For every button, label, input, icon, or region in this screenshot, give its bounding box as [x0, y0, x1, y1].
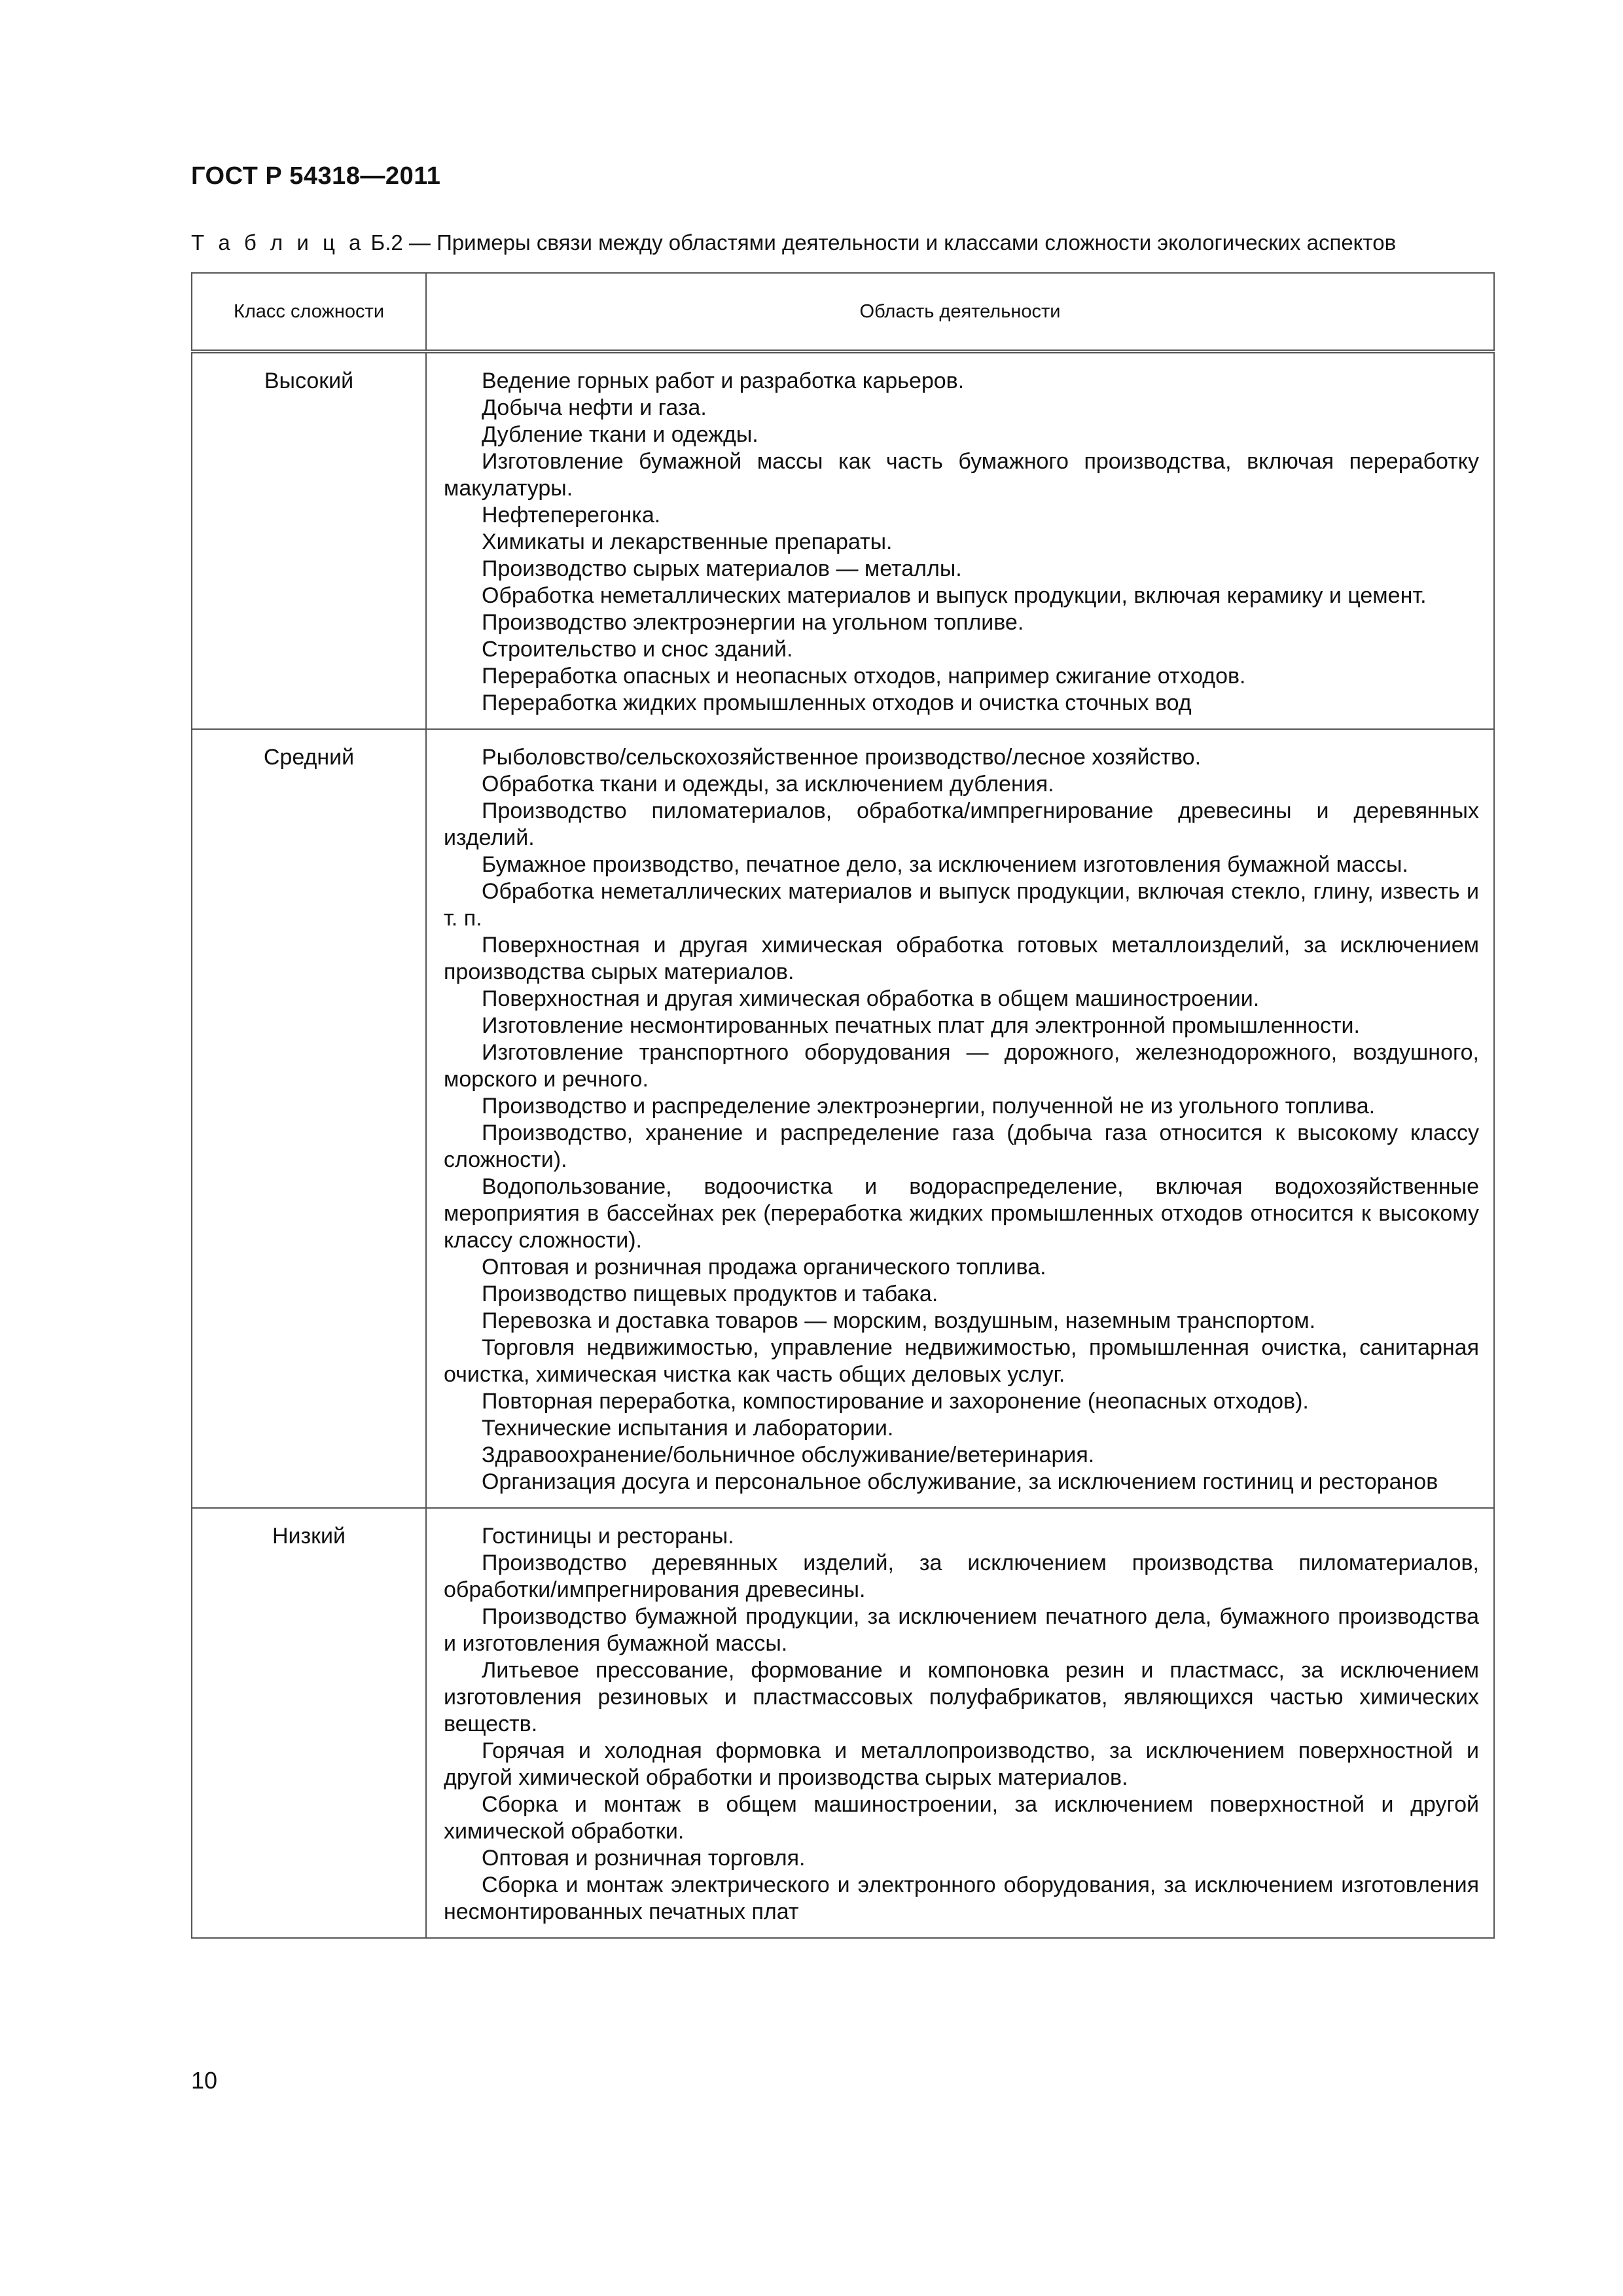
complexity-class-cell: Высокий — [192, 351, 426, 729]
activity-item: Обработка ткани и одежды, за исключением дубления. — [482, 772, 1054, 797]
column-header-class: Класс сложности — [192, 273, 426, 351]
activity-item: Изготовление несмонтированных печатных плат для электронной промышленности. — [482, 1013, 1360, 1038]
table-caption-number: Б.2 — [370, 230, 403, 255]
table-caption-label: Т а б л и ц а — [191, 230, 365, 255]
activity-item: Переработка жидких промышленных отходов и очистка сточных вод — [482, 691, 1192, 715]
table-row — [192, 1508, 1494, 1938]
table-row — [192, 729, 1494, 1508]
activity-item: Сборка и монтаж электрического и электронного оборудования, за исключением изготовления несмонтированных печатных плат — [444, 1873, 1479, 1924]
activity-list-cell — [426, 351, 1494, 729]
activity-item: Изготовление бумажной массы как часть бумажного производства, включая переработку макулатуры. — [444, 449, 1479, 501]
activity-item: Строительство и снос зданий. — [482, 637, 793, 662]
complexity-class-cell: Низкий — [192, 1508, 426, 1938]
activity-complexity-table — [191, 272, 1495, 1939]
activity-item: Производство бумажной продукции, за исключением печатного дела, бумажного производства и изготовления бумажной массы. — [444, 1604, 1479, 1656]
activity-item: Переработка опасных и неопасных отходов, например сжигание отходов. — [482, 664, 1246, 689]
activity-item: Производство деревянных изделий, за исключением производства пиломатериалов, обработки/импрегнирования древесины. — [444, 1551, 1479, 1602]
activity-list-cell — [426, 729, 1494, 1508]
activity-item: Торговля недвижимостью, управление недвижимостью, промышленная очистка, санитарная очистка, химическая чистка как часть общих деловых услуг. — [444, 1335, 1479, 1387]
activity-item: Оптовая и розничная продажа органического топлива. — [482, 1255, 1046, 1280]
activity-item: Горячая и холодная формовка и металлопроизводство, за исключением поверхностной и другой химической обработки и производства сырых материалов. — [444, 1738, 1479, 1790]
activity-item: Оптовая и розничная торговля. — [482, 1846, 806, 1871]
activity-item: Организация досуга и персональное обслуживание, за исключением гостиниц и ресторанов — [482, 1469, 1438, 1494]
activity-item: Здравоохранение/больничное обслуживание/ветеринария. — [482, 1443, 1095, 1467]
activity-item: Производство пищевых продуктов и табака. — [482, 1282, 938, 1306]
activity-item: Производство пиломатериалов, обработка/импрегнирование древесины и деревянных изделий. — [444, 798, 1479, 850]
activity-list-cell — [426, 1508, 1494, 1938]
activity-item: Гостиницы и рестораны. — [482, 1524, 734, 1549]
activity-item: Повторная переработка, компостирование и захоронение (неопасных отходов). — [482, 1389, 1309, 1414]
activity-item: Нефтеперегонка. — [482, 503, 661, 528]
activity-item: Производство и распределение электроэнергии, полученной не из угольного топлива. — [482, 1094, 1376, 1119]
activity-item: Сборка и монтаж в общем машиностроении, за исключением поверхностной и другой химической обработки. — [444, 1792, 1479, 1844]
activity-item: Производство электроэнергии на угольном топливе. — [482, 610, 1024, 635]
activity-item: Производство сырых материалов — металлы. — [482, 556, 962, 581]
activity-item: Рыболовство/сельскохозяйственное производство/лесное хозяйство. — [482, 745, 1202, 770]
activity-item: Водопользование, водоочистка и водораспределение, включая водохозяйственные мероприятия в бассейнах рек (переработка жидких промышленных отходов относится к высокому классу сложности). — [444, 1174, 1479, 1253]
activity-item: Литьевое прессование, формование и компоновка резин и пластмасс, за исключением изготовления резиновых и пластмассовых полуфабрикатов, являющихся частью химических веществ. — [444, 1658, 1479, 1736]
activity-item: Ведение горных работ и разработка карьеров. — [482, 368, 965, 393]
activity-item: Добыча нефти и газа. — [482, 395, 707, 420]
table-row — [192, 351, 1494, 729]
complexity-class-cell: Средний — [192, 729, 426, 1508]
table-header-row — [192, 273, 1494, 351]
activity-item: Производство, хранение и распределение газа (добыча газа относится к высокому классу сложности). — [444, 1121, 1479, 1172]
table-body — [192, 351, 1494, 1938]
activity-item: Перевозка и доставка товаров — морским, воздушным, наземным транспортом. — [482, 1308, 1316, 1333]
document-header: ГОСТ Р 54318—2011 — [191, 162, 441, 190]
activity-item: Химикаты и лекарственные препараты. — [482, 529, 893, 554]
table-caption-text: — Примеры связи между областями деятельности и классами сложности экологических аспектов — [402, 230, 1397, 255]
activity-item: Обработка неметаллических материалов и выпуск продукции, включая стекло, глину, известь и т. п. — [444, 879, 1479, 931]
column-header-activity: Область деятельности — [426, 273, 1494, 351]
activity-item: Изготовление транспортного оборудования — дорожного, железнодорожного, воздушного, морского и речного. — [444, 1040, 1479, 1092]
activity-item: Поверхностная и другая химическая обработка в общем машиностроении. — [482, 986, 1260, 1011]
activity-item: Технические испытания и лаборатории. — [482, 1416, 894, 1441]
activity-item: Бумажное производство, печатное дело, за исключением изготовления бумажной массы. — [482, 852, 1408, 877]
activity-item: Обработка неметаллических материалов и выпуск продукции, включая керамику и цемент. — [482, 583, 1427, 608]
activity-item: Поверхностная и другая химическая обработка готовых металлоизделий, за исключением производства сырых материалов. — [444, 933, 1479, 984]
table-caption — [191, 230, 1487, 255]
activity-item: Дубление ткани и одежды. — [482, 422, 758, 447]
page-number: 10 — [191, 2067, 218, 2094]
